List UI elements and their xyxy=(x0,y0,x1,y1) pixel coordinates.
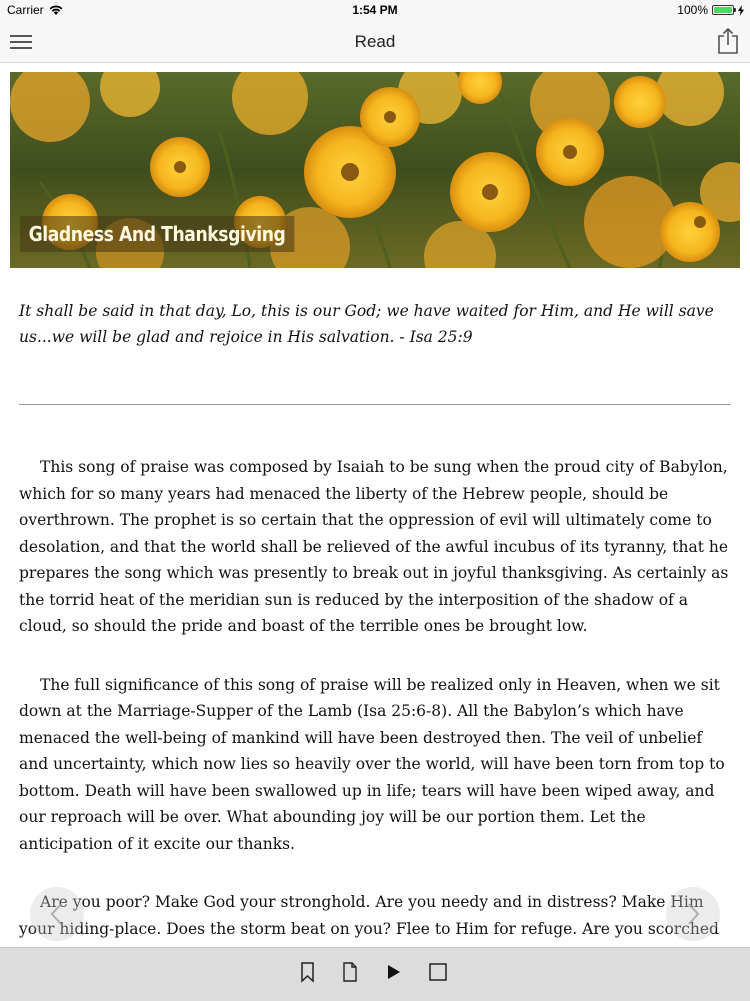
paragraph: Are you poor? Make God your stronghold. Are you needy and in distress? Make Him your hiding-place. Does the storm beat on you? Flee to Him for refuge. Are you scorched xyxy=(19,893,719,938)
navigation-bar xyxy=(0,22,750,63)
status-time: 1:54 PM xyxy=(352,3,398,17)
share-button[interactable] xyxy=(716,27,740,55)
paragraph: This song of praise was composed by Isaiah to be sung when the proud city of Babylon, which for so many years had menaced the liberty of the Hebrew people, should be overthrown. The prophet is so certain that the oppression of evil will ultimately come to desolation, and that the world shall be relieved of the awful incubus of its tyranny, that he prepares the song which was presently to break out in joyful thanksgiving. As certainly as the torrid heat of the meridian sun is reduced by the interposition of the shadow of a cloud, so should the pride and boast of the terrible ones be brought low. xyxy=(19,458,729,635)
play-button[interactable] xyxy=(382,961,404,983)
play-icon xyxy=(382,961,404,983)
battery-fill xyxy=(714,7,732,13)
battery-icon xyxy=(712,5,734,15)
bookmark-icon xyxy=(297,961,319,983)
document-icon xyxy=(339,961,361,983)
status-bar xyxy=(0,0,750,22)
battery-percent: 100% xyxy=(677,3,708,17)
article-title: Gladness And Thanksgiving xyxy=(20,216,294,252)
reading-content[interactable] xyxy=(0,63,750,947)
share-icon xyxy=(716,27,740,55)
paragraph: The full significance of this song of praise will be realized only in Heaven, when we sit down at the Marriage-Supper of the Lamb (Isa 25:6-8). All the Babylon’s which have menaced the well-being of mankind will have been destroyed then. The veil of unbelief and uncertainty, which now lies so heavily over the world, will have been torn from top to bottom. Death will have been swallowed up in life; tears will have been wiped away, and our reproach will be over. What abounding joy will be our portion them. Let the anticipation of it excite our thanks. xyxy=(19,675,725,853)
bookmark-button[interactable] xyxy=(297,961,319,983)
scripture-verse: It shall be said in that day, Lo, this is our God; we have waited for Him, and He will save us...we will be glad and rejoice in His salvation. - Isa 25:9 xyxy=(19,302,714,346)
bottom-toolbar xyxy=(0,947,750,1001)
divider xyxy=(19,404,731,405)
chevron-right-icon xyxy=(683,902,703,926)
stop-button[interactable] xyxy=(427,961,449,983)
article-body xyxy=(19,454,731,947)
stop-icon xyxy=(427,961,449,983)
carrier-label: Carrier xyxy=(7,3,44,17)
header-image xyxy=(10,72,740,268)
page-title: Read xyxy=(354,32,396,51)
chevron-left-icon xyxy=(47,902,67,926)
notes-button[interactable] xyxy=(339,961,361,983)
previous-page-button[interactable] xyxy=(30,887,84,941)
charging-bolt-icon xyxy=(738,5,744,16)
status-right xyxy=(677,3,744,17)
next-page-button[interactable] xyxy=(666,887,720,941)
